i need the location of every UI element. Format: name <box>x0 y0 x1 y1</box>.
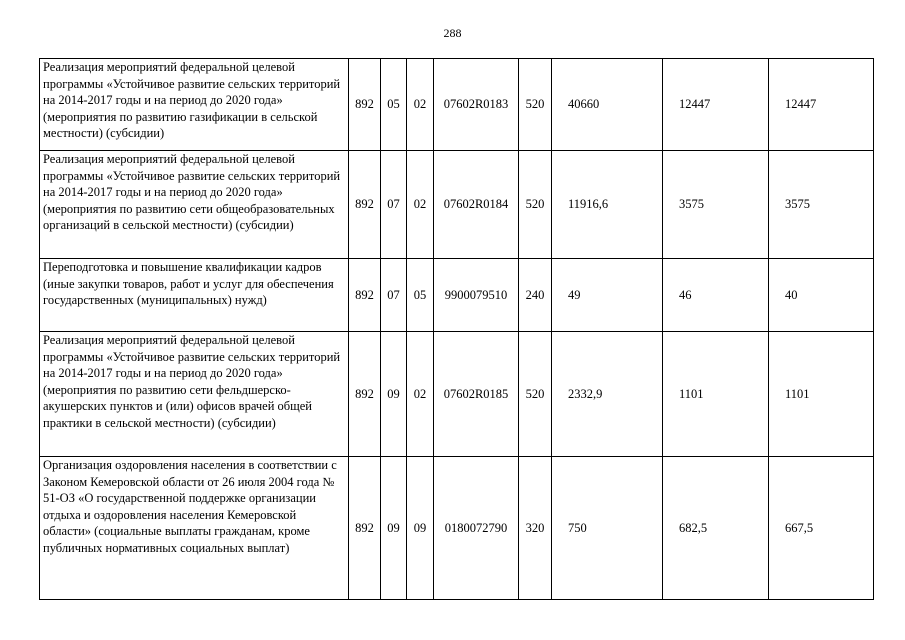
amount-year-1: 49 <box>552 259 663 332</box>
row-description: Реализация мероприятий федеральной целевой программы «Устойчивое развитие сельских территорий на 2014-2017 годы и на период до 2020 года» (мероприятия по развитию сети фельдшерско-акушерских пунктов и (или) офисов врачей общей практики в сельской местности) (субсидии) <box>40 332 349 457</box>
section-code: 07 <box>381 151 407 259</box>
target-item-code: 07602R0185 <box>434 332 519 457</box>
amount-year-2: 682,5 <box>663 457 769 600</box>
row-description: Переподготовка и повышение квалификации кадров (иные закупки товаров, работ и услуг для обеспечения государственных (муниципальных) нужд) <box>40 259 349 332</box>
row-description: Реализация мероприятий федеральной целевой программы «Устойчивое развитие сельских территорий на 2014-2017 годы и на период до 2020 года» (мероприятия по развитию сети общеобразовательных организаций в сельской местности) (субсидии) <box>40 151 349 259</box>
section-code: 09 <box>381 332 407 457</box>
section-code: 05 <box>381 59 407 151</box>
subsection-code: 02 <box>407 59 434 151</box>
ministry-code: 892 <box>349 259 381 332</box>
ministry-code: 892 <box>349 59 381 151</box>
budget-table <box>39 58 874 600</box>
section-code: 07 <box>381 259 407 332</box>
subsection-code: 02 <box>407 151 434 259</box>
amount-year-1: 750 <box>552 457 663 600</box>
subsection-code: 02 <box>407 332 434 457</box>
amount-year-2: 46 <box>663 259 769 332</box>
amount-year-2: 3575 <box>663 151 769 259</box>
amount-year-1: 40660 <box>552 59 663 151</box>
target-item-code: 07602R0184 <box>434 151 519 259</box>
page-number: 288 <box>443 26 462 40</box>
table-row <box>40 259 874 332</box>
table-row <box>40 59 874 151</box>
row-description: Реализация мероприятий федеральной целевой программы «Устойчивое развитие сельских территорий на 2014-2017 годы и на период до 2020 года» (мероприятия по развитию газификации в сельской местности) (субсидии) <box>40 59 349 151</box>
target-item-code: 9900079510 <box>434 259 519 332</box>
amount-year-1: 2332,9 <box>552 332 663 457</box>
row-description: Организация оздоровления населения в соответствии с Законом Кемеровской области от 26 июля 2004 года № 51-ОЗ «О государственной поддержке организации отдыха и оздоровления населения Кемеровской области» (социальные выплаты гражданам, кроме публичных нормативных социальных выплат) <box>40 457 349 600</box>
ministry-code: 892 <box>349 151 381 259</box>
amount-year-1: 11916,6 <box>552 151 663 259</box>
expense-type-code: 520 <box>519 332 552 457</box>
subsection-code: 05 <box>407 259 434 332</box>
ministry-code: 892 <box>349 457 381 600</box>
expense-type-code: 240 <box>519 259 552 332</box>
ministry-code: 892 <box>349 332 381 457</box>
target-item-code: 0180072790 <box>434 457 519 600</box>
expense-type-code: 520 <box>519 151 552 259</box>
subsection-code: 09 <box>407 457 434 600</box>
expense-type-code: 320 <box>519 457 552 600</box>
amount-year-3: 3575 <box>769 151 874 259</box>
table-row <box>40 151 874 259</box>
amount-year-3: 40 <box>769 259 874 332</box>
amount-year-2: 1101 <box>663 332 769 457</box>
expense-type-code: 520 <box>519 59 552 151</box>
table-row <box>40 332 874 457</box>
target-item-code: 07602R0183 <box>434 59 519 151</box>
amount-year-3: 667,5 <box>769 457 874 600</box>
amount-year-2: 12447 <box>663 59 769 151</box>
amount-year-3: 1101 <box>769 332 874 457</box>
table-row <box>40 457 874 600</box>
amount-year-3: 12447 <box>769 59 874 151</box>
section-code: 09 <box>381 457 407 600</box>
